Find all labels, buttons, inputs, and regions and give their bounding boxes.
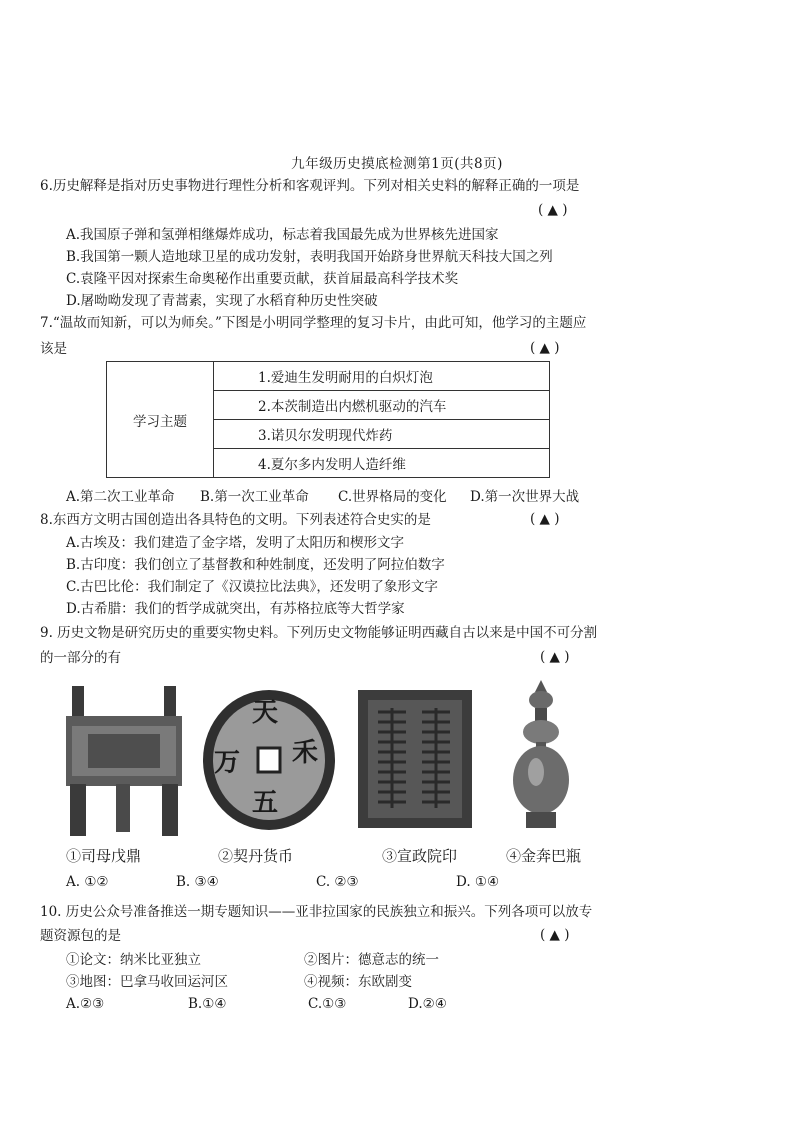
q9-option-a: A. ①② bbox=[66, 874, 109, 890]
caption-4: ④金奔巴瓶 bbox=[506, 847, 582, 865]
q6-option-c: C.袁隆平因对探索生命奥秘作出重要贡献，获首届最高科学技术奖 bbox=[66, 271, 459, 287]
q9-option-c: C. ②③ bbox=[316, 874, 359, 890]
q7-option-d: D.第一次世界大战 bbox=[470, 489, 580, 505]
caption-2: ②契丹货币 bbox=[218, 847, 294, 865]
q8-stem: 8.东西方文明古国创造出各具特色的文明。下列表述符合史实的是 bbox=[40, 512, 431, 528]
q7-answer-mark: ( ▲ ) bbox=[530, 340, 560, 356]
review-card-table bbox=[106, 361, 550, 478]
q6-option-b: B.我国第一颗人造地球卫星的成功发射，表明我国开始跻身世界航天科技大国之列 bbox=[66, 249, 553, 265]
coin-char-top: 天 bbox=[252, 698, 279, 728]
q10-option-c: C.①③ bbox=[308, 996, 347, 1012]
ding-vessel-image bbox=[58, 680, 190, 840]
q9-stem-line2: 的一部分的有 bbox=[40, 650, 121, 666]
coin-char-bottom: 五 bbox=[252, 788, 279, 818]
card-item-3: 3.诺贝尔发明现代炸药 bbox=[214, 420, 550, 449]
q10-sub-3: ③地图：巴拿马收回运河区 bbox=[66, 974, 228, 990]
q8-option-a: A.古埃及：我们建造了金字塔，发明了太阳历和楔形文字 bbox=[66, 535, 405, 551]
page-header: 九年级历史摸底检测第1页(共8页) bbox=[291, 156, 503, 172]
coin-char-right: 禾 bbox=[292, 738, 319, 768]
golden-urn-image bbox=[506, 676, 576, 836]
q6-option-a: A.我国原子弹和氢弹相继爆炸成功，标志着我国最先成为世界核先进国家 bbox=[66, 227, 499, 243]
seal-image bbox=[356, 688, 474, 830]
coin-char-left: 万 bbox=[214, 748, 241, 778]
card-topic-label: 学习主题 bbox=[107, 362, 214, 478]
q7-option-b: B.第一次工业革命 bbox=[200, 489, 309, 505]
q7-option-a: A.第二次工业革命 bbox=[66, 489, 175, 505]
q9-option-d: D. ①④ bbox=[456, 874, 500, 890]
card-item-1: 1.爱迪生发明耐用的白炽灯泡 bbox=[214, 362, 550, 391]
q9-answer-mark: ( ▲ ) bbox=[540, 649, 570, 665]
q10-option-b: B.①④ bbox=[188, 996, 227, 1012]
q8-answer-mark: ( ▲ ) bbox=[530, 511, 560, 527]
caption-1: ①司母戊鼎 bbox=[66, 847, 142, 865]
q10-sub-2: ②图片：德意志的统一 bbox=[304, 952, 439, 968]
q10-answer-mark: ( ▲ ) bbox=[540, 927, 570, 943]
q6-option-d: D.屠呦呦发现了青蒿素，实现了水稻育种历史性突破 bbox=[66, 293, 378, 309]
q8-option-b: B.古印度：我们创立了基督教和种姓制度，还发明了阿拉伯数字 bbox=[66, 557, 445, 573]
q7-option-c: C.世界格局的变化 bbox=[338, 489, 447, 505]
q7-stem-line1: 7.“温故而知新，可以为师矣。”下图是小明同学整理的复习卡片，由此可知，他学习的主题应 bbox=[40, 315, 587, 331]
card-item-4: 4.夏尔多内发明人造纤维 bbox=[214, 449, 550, 478]
card-item-2: 2.本茨制造出内燃机驱动的汽车 bbox=[214, 391, 550, 420]
caption-3: ③宣政院印 bbox=[382, 847, 458, 865]
q7-stem-line2: 该是 bbox=[40, 341, 67, 357]
q10-sub-1: ①论文：纳米比亚独立 bbox=[66, 952, 201, 968]
q8-option-c: C.古巴比伦：我们制定了《汉谟拉比法典》，还发明了象形文字 bbox=[66, 579, 438, 595]
q10-option-a: A.②③ bbox=[66, 996, 105, 1012]
q10-option-d: D.②④ bbox=[408, 996, 447, 1012]
q9-option-b: B. ③④ bbox=[176, 874, 219, 890]
q9-stem-line1: 9. 历史文物是研究历史的重要实物史料。下列历史文物能够证明西藏自古以来是中国不可分割 bbox=[40, 625, 598, 641]
q10-stem-line2: 题资源包的是 bbox=[40, 928, 121, 944]
q6-stem: 6.历史解释是指对历史事物进行理性分析和客观评判。下列对相关史料的解释正确的一项是 bbox=[40, 178, 580, 194]
q10-sub-4: ④视频：东欧剧变 bbox=[304, 974, 412, 990]
q8-option-d: D.古希腊：我们的哲学成就突出，有苏格拉底等大哲学家 bbox=[66, 601, 405, 617]
q6-answer-mark: ( ▲ ) bbox=[538, 202, 568, 218]
q10-stem-line1: 10. 历史公众号准备推送一期专题知识——亚非拉国家的民族独立和振兴。下列各项可以放专 bbox=[40, 904, 593, 920]
